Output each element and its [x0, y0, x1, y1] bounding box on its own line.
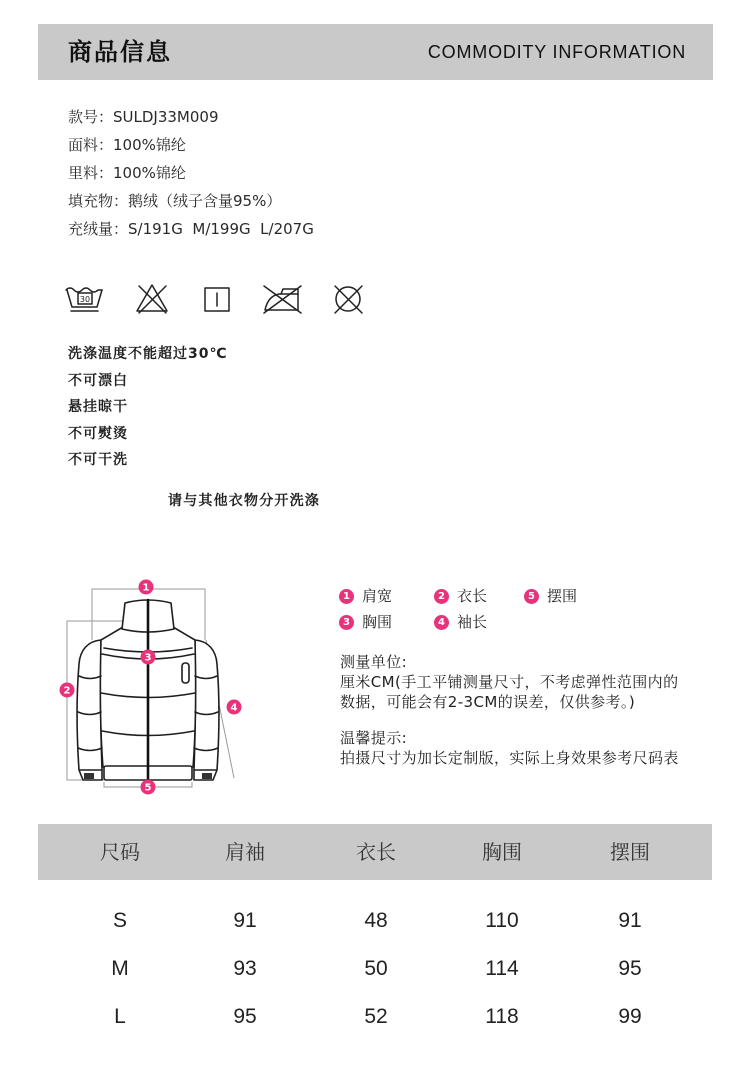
- legend-marker: 4: [434, 615, 449, 630]
- spec-style-number: [68, 103, 314, 131]
- tip-text: 拍摄尺寸为加长定制版，实际上身效果参考尺码表: [340, 749, 679, 767]
- column-header-size: 尺码: [100, 840, 140, 864]
- table-cell: 91: [233, 909, 257, 932]
- table-cell: 52: [364, 1005, 388, 1028]
- marker-number: 1: [142, 582, 150, 594]
- column-header-length: 衣长: [356, 840, 396, 864]
- table-cell: 95: [618, 957, 642, 980]
- table-cell: L: [114, 1005, 126, 1028]
- spec-value: 100%锦纶: [113, 136, 186, 154]
- table-cell: 110: [485, 909, 519, 932]
- wash-separately-note: 请与其他衣物分开洗涤: [168, 493, 320, 509]
- wash-temp-label: 30: [79, 295, 91, 304]
- column-header-shoulder-sleeve: 肩袖: [225, 840, 265, 864]
- care-no-bleach: 不可漂白: [68, 372, 128, 389]
- spec-label: 里料：: [68, 164, 114, 182]
- no-bleach-icon: [137, 285, 167, 313]
- legend-marker: 5: [524, 589, 539, 604]
- care-no-dry-clean: 不可干洗: [68, 452, 128, 468]
- spec-value: SULDJ33M009: [113, 108, 219, 126]
- legend-item-length: [434, 588, 487, 604]
- marker-number: 5: [144, 782, 152, 794]
- marker-number: 3: [144, 652, 152, 664]
- spec-value: S/191G M/199G L/207G: [128, 220, 314, 238]
- table-cell: 95: [233, 1005, 257, 1028]
- legend-marker: 1: [339, 589, 354, 604]
- spec-label: 填充物：: [68, 192, 129, 210]
- spec-value: 鹅绒（绒子含量95%）: [128, 192, 282, 210]
- column-header-chest: 胸围: [482, 840, 522, 864]
- header-subtitle: COMMODITY INFORMATION: [427, 42, 686, 62]
- legend-marker: 2: [434, 589, 449, 604]
- spec-value: 100%锦纶: [113, 164, 186, 182]
- no-iron-icon: [264, 286, 301, 313]
- care-wash-temp: 洗涤温度不能超过30℃: [68, 346, 228, 362]
- table-row: [38, 897, 712, 945]
- size-table-header: [38, 824, 712, 880]
- table-cell: 48: [364, 909, 388, 932]
- diagram-marker-5: [141, 780, 156, 795]
- table-cell: 118: [485, 1005, 519, 1028]
- size-table-body: [38, 897, 712, 1041]
- spec-lining: [68, 159, 314, 187]
- left-cuff-patch: [84, 773, 94, 779]
- legend-item-hem: [524, 588, 577, 604]
- product-specs: [68, 103, 314, 243]
- care-hang-dry: 悬挂晾干: [68, 399, 128, 415]
- no-dry-clean-icon: [335, 286, 362, 313]
- table-cell: 91: [618, 909, 642, 932]
- right-sleeve: [194, 640, 219, 780]
- legend-label: 摆围: [547, 587, 578, 605]
- header-bar: [38, 24, 713, 80]
- marker-number: 2: [63, 685, 71, 697]
- diagram-marker-2: [60, 683, 75, 698]
- table-row: [38, 945, 712, 993]
- wash-30-icon: [66, 288, 102, 311]
- spec-label: 款号：: [68, 108, 114, 126]
- hang-dry-icon: [205, 288, 229, 311]
- left-sleeve: [77, 640, 102, 780]
- care-icons-row: [60, 278, 375, 320]
- table-row: [38, 993, 712, 1041]
- care-no-iron: 不可熨烫: [68, 425, 128, 442]
- legend-marker: 3: [339, 615, 354, 630]
- jacket-diagram: [40, 575, 255, 800]
- diagram-marker-4: [227, 700, 242, 715]
- table-cell: 50: [364, 957, 388, 980]
- table-cell: 93: [233, 957, 257, 980]
- legend-item-sleeve: [434, 614, 487, 630]
- spec-fabric: [68, 131, 314, 159]
- spec-label: 面料：: [68, 136, 114, 154]
- spec-filling: [68, 187, 314, 215]
- legend-label: 衣长: [457, 587, 488, 605]
- measurement-note-line: 厘米CM(手工平铺测量尺寸，不考虑弹性范围内的: [340, 673, 679, 691]
- marker-number: 4: [230, 702, 238, 714]
- jacket-outline-icon: [77, 600, 219, 780]
- measurement-unit-title: 测量单位:: [340, 653, 408, 671]
- measurement-note-line: 数据，可能会有2-3CM的误差，仅供参考。): [340, 693, 636, 711]
- spec-fill-weight: [68, 215, 314, 243]
- legend-label: 胸围: [362, 613, 393, 631]
- table-cell: 114: [485, 957, 519, 980]
- header-title: 商品信息: [68, 38, 172, 66]
- diagram-marker-1: [139, 580, 154, 595]
- legend-label: 肩宽: [362, 587, 393, 605]
- table-cell: M: [111, 957, 129, 980]
- column-header-hem: 摆围: [610, 840, 650, 864]
- table-cell: 99: [618, 1005, 642, 1028]
- legend-label: 袖长: [457, 613, 488, 631]
- care-instructions: [68, 341, 227, 474]
- legend-item-chest: [339, 614, 392, 630]
- tip-title: 温馨提示:: [340, 729, 408, 747]
- spec-label: 充绒量：: [68, 220, 129, 238]
- right-cuff-patch: [202, 773, 212, 779]
- diagram-marker-3: [141, 650, 156, 665]
- table-cell: S: [112, 909, 127, 932]
- legend-item-shoulder-width: [339, 588, 392, 604]
